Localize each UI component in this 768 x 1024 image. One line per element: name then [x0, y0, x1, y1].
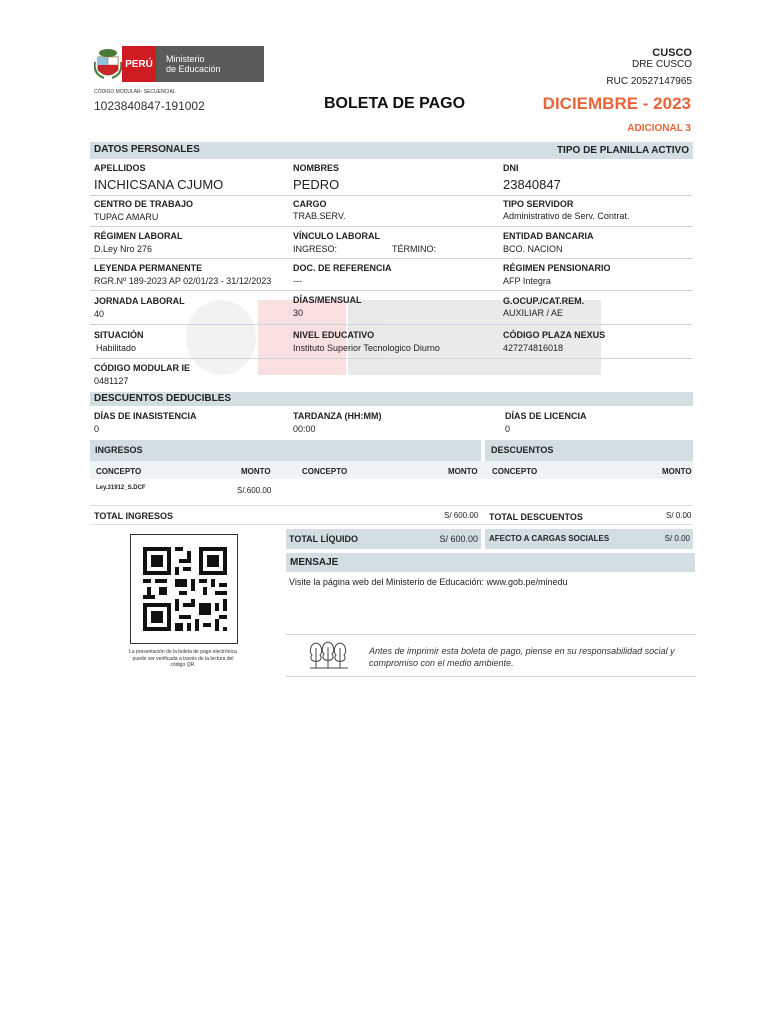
gocup-value: AUXILIAR / AE: [503, 308, 564, 318]
dias-mensual-label: DÍAS/MENSUAL: [293, 295, 362, 305]
qr-code-frame: [130, 534, 238, 644]
columns-header-row: [90, 461, 693, 479]
inasistencia-value: 0: [94, 424, 100, 434]
descuentos-concepto-header: CONCEPTO: [492, 467, 538, 476]
licencia-value: 0: [505, 424, 511, 434]
descuentos-deducibles-title: DESCUENTOS DEDUCIBLES: [94, 393, 232, 404]
dre: DRE CUSCO: [631, 59, 692, 70]
apellidos-label: APELLIDOS: [94, 163, 146, 173]
divider: [90, 524, 693, 525]
entidad-value: BCO. NACION: [503, 244, 563, 254]
centro-value: TUPAC AMARU: [94, 212, 159, 222]
situacion-value: Habilitado: [96, 343, 137, 353]
dni-label: DNI: [503, 163, 519, 173]
divider: [90, 324, 693, 325]
total-ingresos-value: S/ 600.00: [444, 511, 479, 520]
qr-caption: [108, 649, 258, 669]
nombres-value: PEDRO: [293, 177, 340, 192]
dni-value: 23840847: [503, 177, 561, 192]
mensaje-band: [286, 553, 695, 572]
total-descuentos-label: TOTAL DESCUENTOS: [489, 512, 583, 522]
afecto-label: AFECTO A CARGAS SOCIALES: [489, 534, 610, 543]
datos-personales-band: [90, 142, 693, 159]
divider: [90, 195, 693, 196]
divider: [90, 258, 693, 259]
jornada-value: 40: [94, 309, 105, 319]
ingresos-monto-header: MONTO: [241, 467, 271, 476]
ingresos-monto-header-2: MONTO: [448, 467, 478, 476]
period: DICIEMBRE - 2023: [542, 94, 691, 113]
entidad-label: ENTIDAD BANCARIA: [503, 231, 594, 241]
cargo-label: CARGO: [293, 199, 327, 209]
qr-code: [143, 547, 227, 631]
total-liquido-band: [286, 529, 481, 549]
inasistencia-label: DÍAS DE INASISTENCIA: [94, 411, 197, 421]
mensaje-title: MENSAJE: [290, 557, 339, 568]
divider: [286, 676, 696, 677]
datos-personales-title: DATOS PERSONALES: [94, 144, 200, 155]
dias-mensual-value: 30: [293, 308, 304, 318]
trees-icon: [306, 640, 352, 670]
eco-message-line1: Antes de imprimir esta boleta de pago, piense en su responsabilidad social y: [369, 646, 675, 656]
doc-referencia-label: DOC. DE REFERENCIA: [293, 263, 392, 273]
eco-message-line2: compromiso con el medio ambiente.: [369, 658, 514, 668]
ruc: RUC 20527147965: [606, 76, 692, 87]
tipo-servidor-label: TIPO SERVIDOR: [503, 199, 574, 209]
regimen-label: RÉGIMEN LABORAL: [94, 231, 183, 241]
leyenda-label: LEYENDA PERMANENTE: [94, 263, 203, 273]
qr-caption-line1: La presentación de la boleta de pago electrónica: [129, 649, 237, 655]
modular-ie-value: 0481127: [94, 376, 129, 386]
tardanza-label: TARDANZA (HH:MM): [293, 411, 382, 421]
tardanza-value: 00:00: [293, 424, 316, 434]
divider: [90, 226, 693, 227]
divider: [90, 290, 693, 291]
page-title: BOLETA DE PAGO: [324, 95, 466, 112]
nombres-label: NOMBRES: [293, 163, 340, 173]
adicional: ADICIONAL 3: [627, 123, 691, 134]
regimen-value: D.Ley Nro 276: [94, 244, 153, 254]
plaza-value: 427274816018: [503, 343, 564, 353]
pension-label: RÉGIMEN PENSIONARIO: [503, 263, 611, 273]
ingresos-title: INGRESOS: [95, 445, 143, 455]
codigo-modular-value: 1023840847-191002: [94, 99, 205, 113]
doc-referencia-value: ---: [293, 276, 302, 286]
pension-value: AFP Integra: [503, 276, 551, 286]
licencia-label: DÍAS DE LICENCIA: [505, 411, 587, 421]
peru-shield-icon: [94, 48, 122, 82]
minedu-logo: [94, 46, 264, 82]
total-liquido-value: S/ 600.00: [439, 534, 478, 544]
termino-label: TÉRMINO:: [392, 244, 436, 254]
centro-label: CENTRO DE TRABAJO: [94, 199, 194, 209]
modular-ie-label: CÓDIGO MODULAR IE: [94, 363, 190, 373]
vinculo-label: VÍNCULO LABORAL: [293, 231, 380, 241]
logo-country: PERÚ: [122, 46, 156, 82]
codigo-modular-label: CÓDIGO MODULAR- SECUENCIAL: [94, 89, 176, 95]
gocup-label: G.OCUP./CAT.REM.: [503, 296, 585, 306]
eco-message: [369, 645, 675, 669]
afecto-value: S/ 0.00: [664, 534, 690, 543]
descuentos-band: [485, 440, 693, 461]
logo-ministry-line1: Ministerio: [166, 54, 205, 64]
tipo-servidor-value: Administrativo de Serv. Contrat.: [503, 211, 630, 221]
ingresos-band: [90, 440, 481, 461]
descuentos-monto-header: MONTO: [662, 467, 692, 476]
ingresos-concepto-header-2: CONCEPTO: [302, 467, 348, 476]
qr-caption-line2: puede ser verificada a través de la lectura del: [132, 655, 234, 662]
ingresos-concepto-header: CONCEPTO: [96, 467, 142, 476]
total-liquido-label: TOTAL LÍQUIDO: [289, 534, 358, 544]
logo-ministry: [156, 46, 264, 82]
situacion-label: SITUACIÓN: [94, 330, 144, 340]
qr-caption-line3: código QR.: [170, 662, 196, 668]
cargo-value: TRAB.SERV.: [293, 211, 346, 221]
divider: [90, 505, 693, 506]
jornada-label: JORNADA LABORAL: [94, 296, 185, 306]
total-ingresos-label: TOTAL INGRESOS: [94, 511, 174, 521]
logo-ministry-line2: de Educación: [166, 64, 221, 74]
descuentos-title: DESCUENTOS: [491, 445, 554, 455]
nivel-label: NIVEL EDUCATIVO: [293, 330, 375, 340]
apellidos-value: INCHICSANA CJUMO: [94, 177, 224, 192]
nivel-value: Instituto Superior Tecnologico Diurno: [293, 343, 440, 353]
divider: [286, 634, 696, 635]
total-descuentos-value: S/ 0.00: [666, 511, 692, 520]
plaza-label: CÓDIGO PLAZA NEXUS: [503, 330, 606, 340]
tipo-planilla: TIPO DE PLANILLA ACTIVO: [556, 145, 689, 156]
region: CUSCO: [652, 47, 692, 59]
ingreso-item-monto: S/.600.00: [237, 486, 272, 495]
mensaje-text: Visite la página web del Ministerio de Educación: www.gob.pe/minedu: [289, 577, 568, 587]
ingreso-item-concepto: Ley.31912_S.DCF: [96, 485, 146, 491]
afecto-band: [485, 529, 693, 549]
descuentos-deducibles-band: [90, 392, 693, 406]
divider: [90, 358, 693, 359]
leyenda-value: RGR.Nº 189-2023 AP 02/01/23 - 31/12/2023: [94, 276, 272, 286]
ingreso-label: INGRESO:: [293, 244, 338, 254]
